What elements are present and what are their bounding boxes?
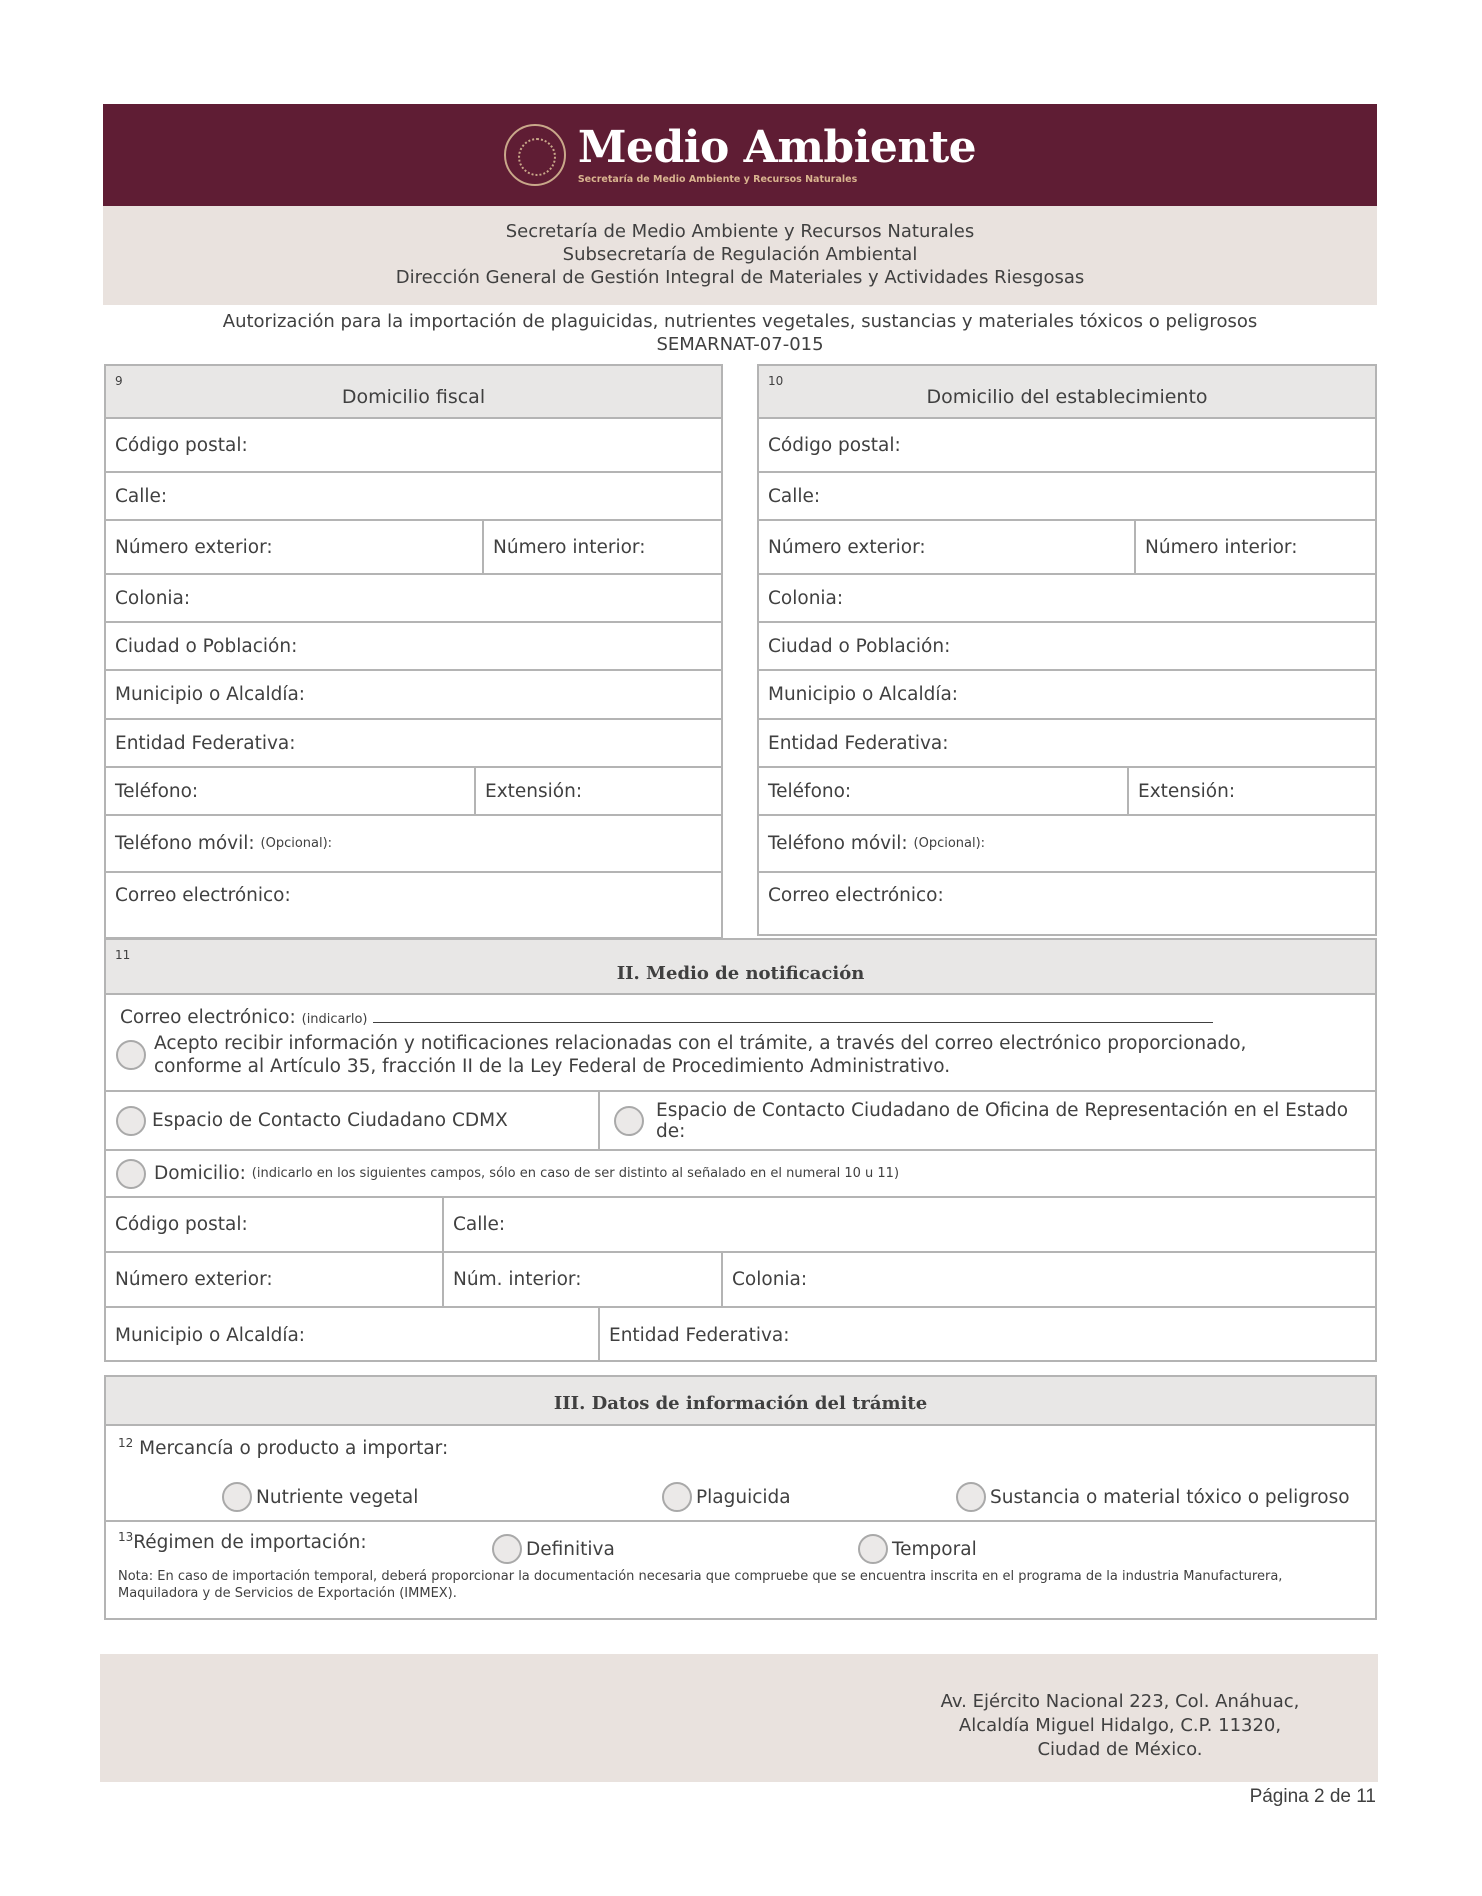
section-header <box>106 940 1375 995</box>
form-title: Autorización para la importación de plaguicidas, nutrientes vegetales, sustancias y materiales tóxicos o peligrosos <box>222 311 1258 332</box>
mercancia-question <box>118 1436 448 1459</box>
nutriente-label: Nutriente vegetal <box>256 1486 419 1508</box>
telefono-movil-field[interactable] <box>106 816 721 871</box>
acepto-text: conforme al Artículo 35, fracción II de la Ley Federal de Procedimiento Administrativo. <box>154 1056 951 1077</box>
medio-notificacion-section <box>104 938 1377 1362</box>
entidad-federativa-field[interactable]: Entidad Federativa: <box>598 1308 1375 1362</box>
definitiva-radio[interactable] <box>492 1534 522 1564</box>
footer-address <box>920 1690 1320 1762</box>
agency-line: Subsecretaría de Regulación Ambiental <box>562 244 918 265</box>
correo-field[interactable]: Correo electrónico: <box>115 885 291 906</box>
field-number: 12 <box>118 1436 134 1450</box>
numero-exterior-field[interactable]: Número exterior: <box>768 536 926 558</box>
agency-header <box>103 206 1377 305</box>
form-title-block <box>103 310 1377 356</box>
colonia-field[interactable]: Colonia: <box>768 587 844 609</box>
opcional-hint: (Opcional): <box>913 836 986 851</box>
num-interior-field[interactable]: Núm. interior: <box>442 1253 721 1306</box>
ciudad-field[interactable]: Ciudad o Población: <box>768 635 951 657</box>
address-line: Av. Ejército Nacional 223, Col. Anáhuac, <box>940 1691 1300 1712</box>
entidad-federativa-field[interactable]: Entidad Federativa: <box>768 732 949 754</box>
correo-field[interactable]: Correo electrónico: <box>768 885 944 906</box>
nutriente-option[interactable] <box>222 1482 418 1512</box>
opcional-hint: (Opcional): <box>260 836 333 851</box>
section-header <box>106 366 721 419</box>
numero-interior-field[interactable]: Número interior: <box>482 521 721 573</box>
colonia-field[interactable]: Colonia: <box>721 1253 1375 1306</box>
agency-line: Secretaría de Medio Ambiente y Recursos Naturales <box>505 221 975 242</box>
brand-subtitle: Secretaría de Medio Ambiente y Recursos Naturales <box>577 174 858 185</box>
domicilio-hint: (indicarlo en los siguientes campos, sólo en caso de ser distinto al señalado en el numeral 10 u 11) <box>251 1166 900 1181</box>
espacio-cdmx-label: Espacio de Contacto Ciudadano CDMX <box>152 1110 508 1131</box>
entidad-federativa-field[interactable]: Entidad Federativa: <box>115 732 296 754</box>
colonia-field[interactable]: Colonia: <box>115 587 191 609</box>
temporal-radio[interactable] <box>858 1534 888 1564</box>
mercancia-label: Mercancía o producto a importar: <box>139 1438 449 1460</box>
espacio-estado-option[interactable] <box>598 1092 1375 1149</box>
plaguicida-label: Plaguicida <box>696 1486 791 1508</box>
agency-line: Dirección General de Gestión Integral de Materiales y Actividades Riesgosas <box>395 267 1085 288</box>
calle-field[interactable]: Calle: <box>115 485 168 507</box>
correo-input-line[interactable] <box>373 1007 1213 1023</box>
section-header <box>759 366 1375 419</box>
address-line: Alcaldía Miguel Hidalgo, C.P. 11320, <box>958 1715 1282 1736</box>
espacio-estado-label: Espacio de Contacto Ciudadano de Oficina de Representación en el Estado de: <box>656 1100 1349 1142</box>
regimen-question <box>118 1530 367 1553</box>
correo-label: Correo electrónico: <box>120 1007 296 1028</box>
footer-band <box>100 1654 1378 1782</box>
nutriente-radio[interactable] <box>222 1482 252 1512</box>
domicilio-option[interactable] <box>106 1151 1375 1196</box>
temporal-option[interactable] <box>858 1534 977 1564</box>
espacio-estado-radio[interactable] <box>614 1106 644 1136</box>
codigo-postal-field[interactable]: Código postal: <box>768 434 901 456</box>
datos-tramite-section <box>104 1375 1377 1620</box>
numero-exterior-field[interactable]: Número exterior: <box>115 1269 273 1290</box>
ciudad-field[interactable]: Ciudad o Población: <box>115 635 298 657</box>
telefono-field[interactable]: Teléfono: <box>768 780 852 802</box>
sustancia-radio[interactable] <box>956 1482 986 1512</box>
correo-notificacion-line <box>120 1007 1375 1031</box>
telefono-field[interactable]: Teléfono: <box>115 780 199 802</box>
acepto-radio[interactable] <box>116 1040 146 1070</box>
definitiva-option[interactable] <box>492 1534 615 1564</box>
temporal-label: Temporal <box>892 1538 977 1560</box>
nota-text <box>118 1568 1282 1602</box>
numero-exterior-field[interactable]: Número exterior: <box>115 536 273 558</box>
extension-field[interactable]: Extensión: <box>1127 768 1375 814</box>
telefono-movil-label: Teléfono móvil: <box>768 833 908 854</box>
espacio-cdmx-radio[interactable] <box>116 1106 146 1136</box>
nota-line: Nota: En caso de importación temporal, deberá proporcionar la documentación necesaria que compruebe que se encuentra inscrita en el programa de la industria Manufacturera, <box>118 1569 1283 1584</box>
codigo-postal-field[interactable]: Código postal: <box>115 434 248 456</box>
section-title: Domicilio fiscal <box>341 386 486 408</box>
municipio-field[interactable]: Municipio o Alcaldía: <box>115 684 306 705</box>
sustancia-label: Sustancia o material tóxico o peligroso <box>990 1486 1350 1508</box>
field-number: 11 <box>115 948 131 962</box>
acepto-text: Acepto recibir información y notificaciones relacionadas con el trámite, a través del correo electrónico proporcionado, <box>154 1033 1247 1054</box>
plaguicida-radio[interactable] <box>662 1482 692 1512</box>
brand-banner <box>103 104 1377 206</box>
nota-line: Maquiladora y de Servicios de Exportación (IMMEX). <box>118 1586 457 1601</box>
telefono-movil-label: Teléfono móvil: <box>115 833 255 854</box>
page-number: Página 2 de 11 <box>1249 1786 1376 1807</box>
telefono-movil-field[interactable] <box>759 816 1375 871</box>
field-number: 13 <box>118 1530 134 1544</box>
domicilio-label: Domicilio: <box>154 1163 246 1184</box>
municipio-field[interactable]: Municipio o Alcaldía: <box>115 1324 306 1346</box>
form-code: SEMARNAT-07-015 <box>656 334 824 355</box>
national-seal-icon <box>504 124 566 186</box>
field-number: 9 <box>115 374 123 388</box>
plaguicida-option[interactable] <box>662 1482 791 1512</box>
extension-field[interactable]: Extensión: <box>474 768 721 814</box>
numero-interior-field[interactable]: Número interior: <box>1134 521 1375 573</box>
sustancia-option[interactable] <box>956 1482 1350 1512</box>
codigo-postal-field[interactable]: Código postal: <box>115 1214 248 1235</box>
field-number: 10 <box>768 374 784 388</box>
domicilio-radio[interactable] <box>116 1159 146 1189</box>
calle-field[interactable]: Calle: <box>768 485 821 507</box>
definitiva-label: Definitiva <box>526 1538 615 1560</box>
section-title: II. Medio de notificación <box>616 963 865 984</box>
brand-title: Medio Ambiente <box>577 122 977 173</box>
correo-hint: (indicarlo) <box>301 1012 368 1027</box>
espacio-cdmx-option[interactable] <box>106 1092 598 1149</box>
address-line: Ciudad de México. <box>1037 1739 1203 1760</box>
calle-field[interactable]: Calle: <box>442 1198 1375 1251</box>
domicilio-fiscal-section <box>104 364 723 939</box>
section-title: III. Datos de información del trámite <box>553 1393 928 1414</box>
section-header <box>106 1377 1375 1426</box>
section-title: Domicilio del establecimiento <box>926 386 1208 408</box>
domicilio-establecimiento-section <box>757 364 1377 936</box>
municipio-field[interactable]: Municipio o Alcaldía: <box>768 684 959 705</box>
regimen-label: Régimen de importación: <box>133 1532 367 1554</box>
